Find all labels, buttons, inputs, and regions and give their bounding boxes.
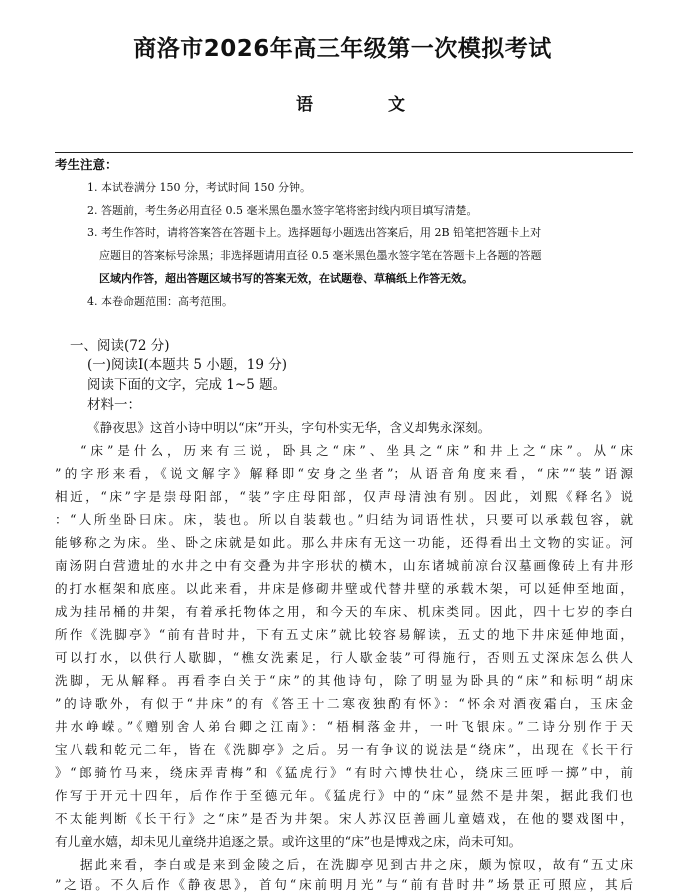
notice-item: 2. 答题前，考生务必用直径 0.5 毫米黑色墨水签字笔将密封线内项目填写清楚。 bbox=[87, 204, 478, 217]
passage-line: 不太能判断《长干行》之“床”是否为井架。宋人苏汉臣善画儿童嬉戏，在他的婴戏图中， bbox=[55, 811, 633, 826]
passage-line: 相近，“床”字是崇母阳部，“装”字庄母阳部，仅声母清浊有别。因此，刘熙《释名》说 bbox=[55, 489, 633, 504]
notice-item: 3. 考生作答时，请将答案答在答题卡上。选择题每小题选出答案后，用 2B 铅笔把答题卡上对 bbox=[87, 226, 542, 239]
passage-line: 可以打水，以供行人歇脚，“樵女洗素足，行人歇金装”可得施行，否则五丈深床怎么供人 bbox=[55, 650, 633, 665]
passage-line: “床”是什么，历来有三说，卧具之“床”、坐具之“床”和井上之“床”。从“床 bbox=[80, 443, 633, 458]
notice-item: 区域内作答，超出答题区域书写的答案无效，在试题卷、草稿纸上作答无效。 bbox=[99, 272, 473, 285]
passage-line: 井水峥嵘。”《赠别舍人弟台卿之江南》：“梧桐落金井，一叶飞银床。”二诗分别作于天 bbox=[55, 719, 633, 734]
passage-line: 的打水框架和底座。以此来看，井床是修砌井壁或代替井壁的承载木架，可以延伸至地面， bbox=[55, 581, 633, 596]
passage-line: ”的字形来看，《说文解字》解释即“安身之坐者”；从语音角度来看，“床”“装”语源 bbox=[55, 466, 633, 481]
subject-char-2: 文 bbox=[388, 95, 405, 115]
passage-line: 作写于开元十四年，后作作于至德元年。《猛虎行》中的“床”显然不是井架，据此我们也 bbox=[55, 788, 633, 803]
passage-line: 》“郎骑竹马来，绕床弄青梅”和《猛虎行》“有时六博快壮心，绕床三匝呼一掷”中，前 bbox=[55, 765, 633, 780]
passage-line: ”之语。不久后作《静夜思》，首句“床前明月光”与“前有昔时井”场景正可照应，其后 bbox=[55, 877, 633, 892]
passage-line: 有儿童水嬉，却未见儿童绕井追逐之景。或许这里的“床”也是博戏之床，尚未可知。 bbox=[55, 834, 522, 849]
passage-line: 洗脚，无从解释。再看李白关于“床”的其他诗句，除了明显为卧具的“床”和标明“胡床 bbox=[55, 673, 633, 688]
passage-line: ”的诗歌外，有似于“井床”的有《答王十二寒夜独酌有怀》：“怀余对酒夜霜白，玉床金 bbox=[55, 696, 633, 711]
passage-line: 能够称之为床。坐、卧之床就是如此。那么井床有无这一功能，还得看出土文物的实证。河 bbox=[55, 535, 633, 550]
passage-line: 宝八载和乾元二年，皆在《洗脚亭》之后。另一有争议的说法是“绕床”，出现在《长干行 bbox=[55, 742, 633, 757]
exam-title: 商洛市2026年高三年级第一次模拟考试 bbox=[133, 36, 552, 62]
passage-line: 据此来看，李白或是来到金陵之后，在洗脚亭见到古井之床，颇为惊叹，故有“五丈床 bbox=[80, 857, 633, 872]
notice-item: 应题目的答案标号涂黑；非选择题请用直径 0.5 毫米黑色墨水签字笔在答题卡上各题的答题 bbox=[99, 249, 542, 262]
section-subheading: (一)阅读Ⅰ(本题共 5 小题，19 分) bbox=[87, 357, 288, 373]
notice-title: 考生注意： bbox=[55, 157, 118, 172]
passage-line: 南汤阴白营遗址的水井之中有交叠为井字形状的横木，山东诸城前凉台汉墓画像砖上有井形 bbox=[55, 558, 633, 573]
passage-line: 成为挂吊桶的井架，有着承托物体之用，和今天的车床、机床类同。因此，四十七岁的李白 bbox=[55, 604, 633, 619]
section-instruction: 阅读下面的文字，完成 1~5 题。 bbox=[87, 377, 287, 393]
header-divider bbox=[55, 152, 633, 153]
passage-line: 《静夜思》这首小诗中明以“床”开头，字句朴实无华，含义却隽永深刻。 bbox=[87, 420, 491, 435]
notice-item: 1. 本试卷满分 150 分，考试时间 150 分钟。 bbox=[87, 181, 311, 194]
notice-item: 4. 本卷命题范围：高考范围。 bbox=[87, 295, 233, 308]
material-label: 材料一： bbox=[87, 397, 141, 413]
subject-char-1: 语 bbox=[296, 95, 313, 115]
passage-line: ：“人所坐卧曰床。床，装也。所以自装载也。”归结为词语性状，只要可以承载包容，就 bbox=[55, 512, 633, 527]
passage-line: 所作《洗脚亭》“前有昔时井，下有五丈床”就比较容易解读，五丈的地下井床延伸地面， bbox=[55, 627, 633, 642]
section-heading: 一、阅读(72 分) bbox=[70, 338, 170, 354]
